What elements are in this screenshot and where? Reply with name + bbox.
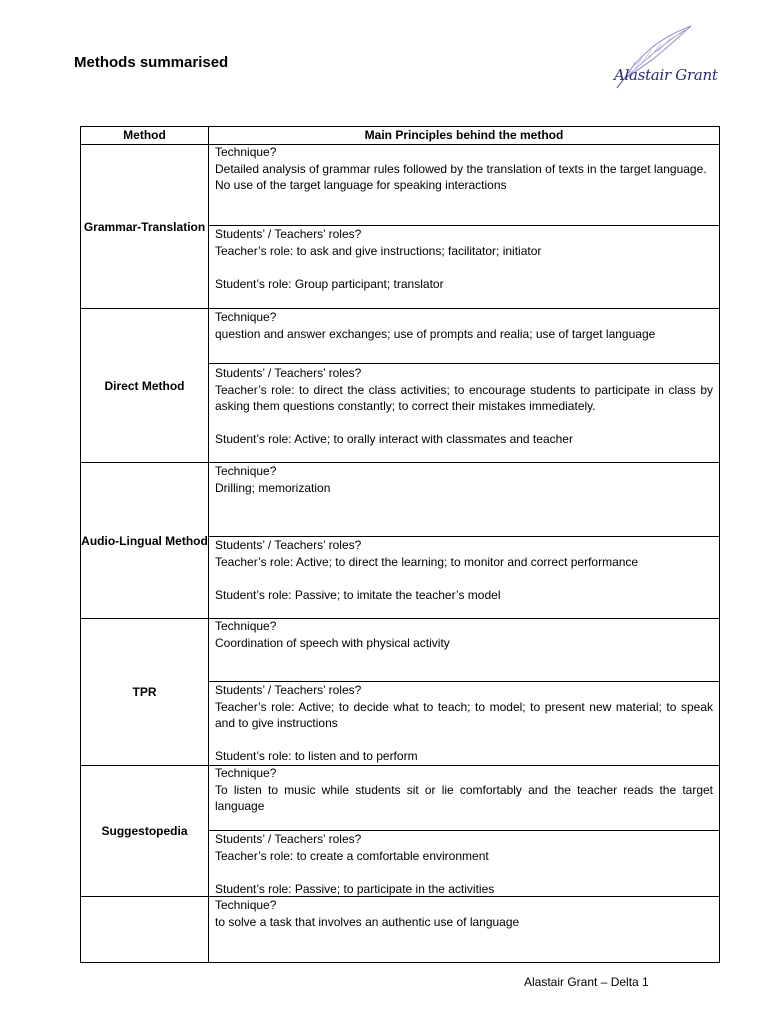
method-name: Direct Method <box>104 378 185 393</box>
roles-cell <box>215 831 713 897</box>
technique-cell <box>215 309 713 342</box>
technique-text: to solve a task that involves an authentic use of language <box>215 914 520 929</box>
teacher-role: Teacher’s role: to create a comfortable environment <box>215 848 489 863</box>
teacher-role: Teacher’s role: to direct the class activities; to encourage students to participate in class by asking them questions constantly; to correct their mistakes immediately. <box>215 382 713 413</box>
technique-cell <box>215 144 713 194</box>
roles-heading: Students’ / Teachers’ roles? <box>215 538 362 552</box>
technique-cell <box>215 897 713 930</box>
method-name: Grammar-Translation <box>83 219 206 234</box>
student-role: Student’s role: to listen and to perform <box>215 749 418 763</box>
technique-text: No use of the target language for speaking interactions <box>215 178 507 192</box>
technique-cell <box>215 618 713 651</box>
technique-cell <box>215 463 713 496</box>
page-footer: Alastair Grant – Delta 1 <box>524 975 649 989</box>
header-method: Method <box>81 127 209 144</box>
technique-heading: Technique? <box>215 464 277 478</box>
technique-heading: Technique? <box>215 310 277 324</box>
technique-text: question and answer exchanges; use of prompts and realia; use of target language <box>215 326 656 341</box>
roles-heading: Students’ / Teachers’ roles? <box>215 227 362 241</box>
technique-text: Detailed analysis of grammar rules followed by the translation of texts in the target language. <box>215 161 707 176</box>
method-name: TPR <box>132 685 157 699</box>
technique-text: To listen to music while students sit or lie comfortably and the teacher reads the target language <box>215 782 713 813</box>
roles-heading: Students’ / Teachers’ roles? <box>215 366 362 380</box>
technique-heading: Technique? <box>215 619 277 633</box>
methods-table <box>80 126 720 963</box>
column-divider <box>208 144 209 962</box>
technique-text: Drilling; memorization <box>215 480 331 495</box>
teacher-role: Teacher’s role: Active; to decide what to teach; to model; to present new material; to speak and to give instructions <box>215 699 713 730</box>
technique-heading: Technique? <box>215 145 277 159</box>
header-principles: Main Principles behind the method <box>364 128 564 142</box>
method-name: Suggestopedia <box>101 824 188 838</box>
student-role: Student’s role: Passive; to participate in the activities <box>215 881 495 896</box>
teacher-role: Teacher’s role: Active; to direct the learning; to monitor and correct performance <box>215 554 639 569</box>
technique-heading: Technique? <box>215 898 277 912</box>
logo-signature: Alastair Grant <box>614 66 718 84</box>
page-title: Methods summarised <box>74 54 229 71</box>
roles-cell <box>215 365 713 448</box>
table-header-row <box>81 127 719 145</box>
method-name: Audio-Lingual Method <box>81 533 208 548</box>
roles-heading: Students’ / Teachers’ roles? <box>215 832 362 846</box>
student-role: Student’s role: Passive; to imitate the teacher’s model <box>215 587 501 602</box>
technique-cell <box>215 765 713 815</box>
roles-heading: Students’ / Teachers’ roles? <box>215 683 362 697</box>
teacher-role: Teacher’s role: to ask and give instructions; facilitator; initiator <box>215 243 542 258</box>
roles-cell <box>215 682 713 765</box>
student-role: Student’s role: Active; to orally interact with classmates and teacher <box>215 432 573 446</box>
student-role: Student’s role: Group participant; translator <box>215 276 444 291</box>
technique-heading: Technique? <box>215 766 277 780</box>
roles-cell <box>215 537 713 603</box>
row-divider <box>208 363 719 364</box>
technique-text: Coordination of speech with physical activity <box>215 635 450 650</box>
method-name <box>81 897 208 962</box>
roles-cell <box>215 226 713 292</box>
